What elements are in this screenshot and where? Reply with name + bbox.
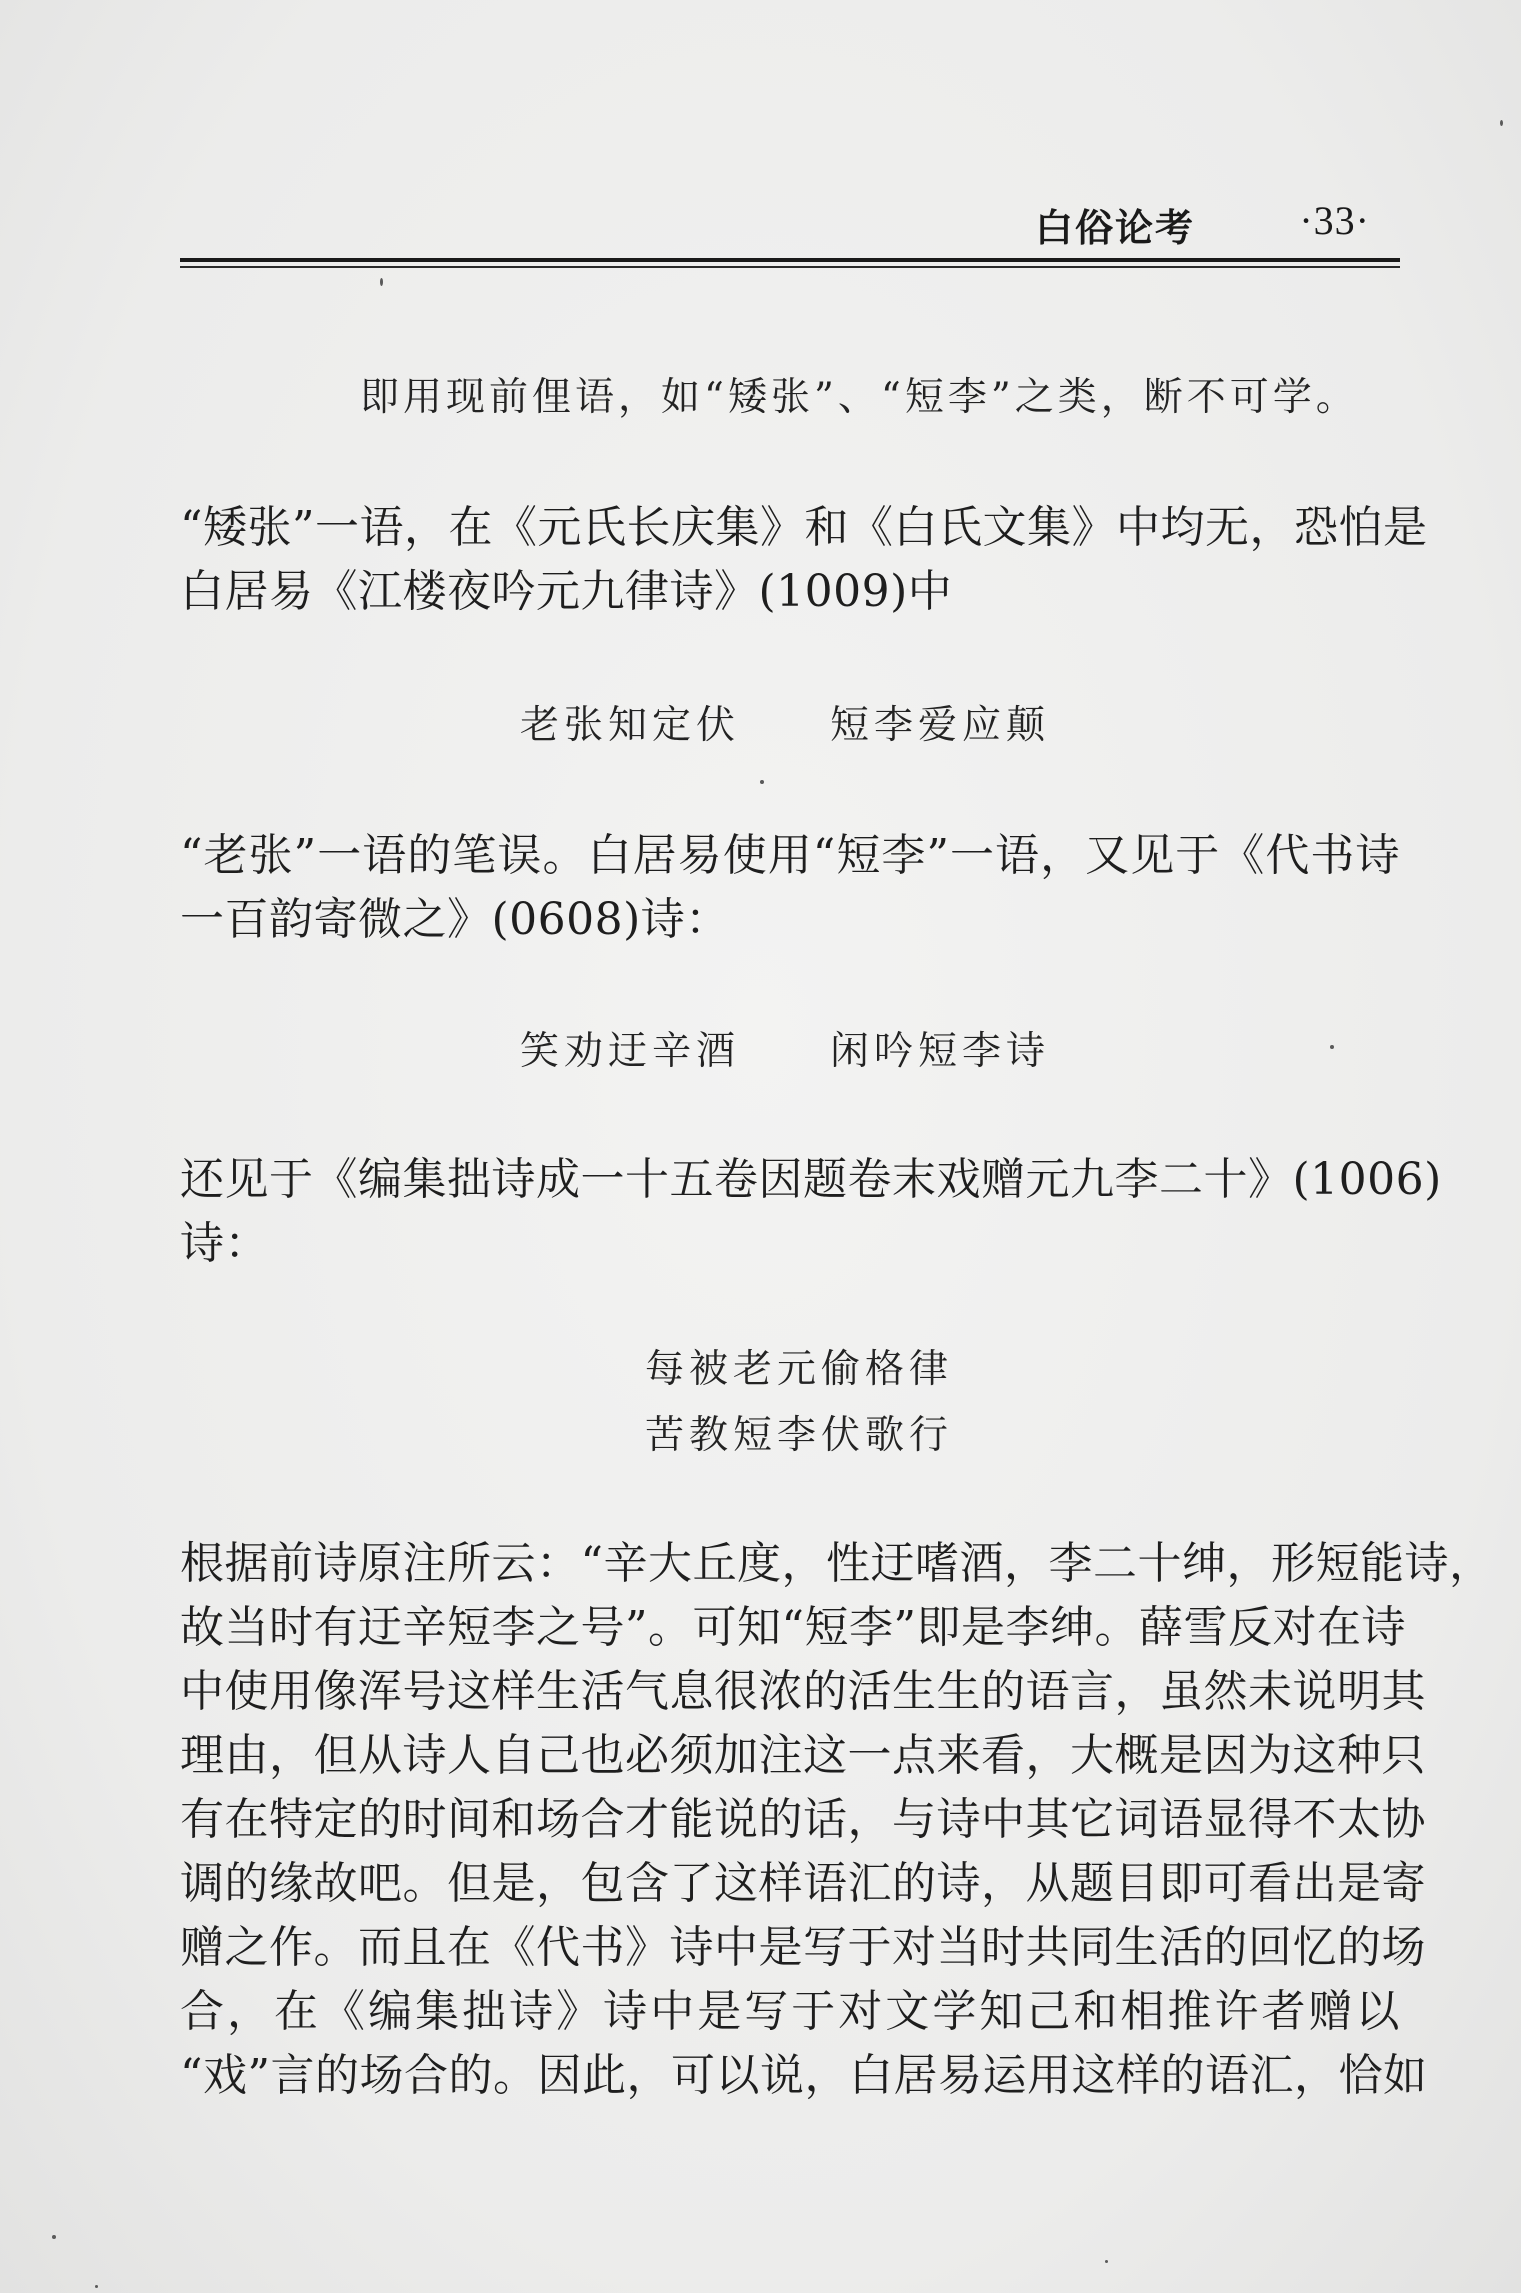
paragraph-line: 故当时有迂辛短李之号”。可知“短李”即是李绅。薛雪反对在诗: [180, 1602, 1406, 1653]
header-rule-thick: [180, 258, 1400, 262]
running-title: 白俗论考: [1034, 206, 1195, 250]
header-rule-thin: [180, 266, 1400, 268]
paragraph-line: “老张”一语的笔误。白居易使用“短李”一语，又见于《代书诗: [180, 830, 1400, 881]
paragraph-line: 白居易《江楼夜吟元九律诗》(1009)中: [180, 566, 953, 617]
paragraph-line: 中使用像浑号这样生活气息很浓的活生生的语言，虽然未说明其: [180, 1666, 1426, 1717]
paragraph-line: 理由，但从诗人自己也必须加注这一点来看，大概是因为这种只: [180, 1730, 1426, 1781]
verse-line-left: 老张知定伏: [520, 703, 741, 748]
paragraph-line: 诗：: [180, 1218, 269, 1269]
paragraph-line: 一百韵寄微之》(0608)诗：: [180, 894, 730, 945]
verse-line: 苦教短李伏歌行: [645, 1413, 954, 1458]
verse-line-right: 闲吟短李诗: [830, 1029, 1051, 1074]
paragraph-line: 还见于《编集拙诗成一十五卷因题卷末戏赠元九李二十》(1006): [180, 1154, 1442, 1205]
running-header: [180, 195, 1400, 255]
paragraph-line: 合，在《编集拙诗》诗中是写于对文学知己和相推许者赠以: [180, 1986, 1400, 2037]
verse-line-left: 笑劝迂辛酒: [520, 1029, 741, 1074]
print-speck: [52, 2235, 56, 2239]
verse-line-right: 短李爱应颠: [830, 703, 1051, 748]
paragraph-line: 根据前诗原注所云：“辛大丘度，性迂嗜酒，李二十绅，形短能诗，: [180, 1538, 1494, 1589]
paragraph-line: 有在特定的时间和场合才能说的话，与诗中其它词语显得不太协: [180, 1794, 1426, 1845]
print-speck: [1105, 2260, 1108, 2263]
print-speck: [760, 780, 764, 784]
print-speck: [1330, 1045, 1334, 1049]
print-speck: [380, 278, 383, 286]
verse-line: 每被老元偷格律: [645, 1347, 954, 1392]
paragraph-line: “戏”言的场合的。因此，可以说，白居易运用这样的语汇，恰如: [180, 2050, 1428, 2101]
paragraph-line: 赠之作。而且在《代书》诗中是写于对当时共同生活的回忆的场: [180, 1922, 1426, 1973]
print-speck: [1500, 120, 1503, 126]
paragraph-line: 调的缘故吧。但是，包含了这样语汇的诗，从题目即可看出是寄: [180, 1858, 1426, 1909]
print-speck: [95, 2285, 98, 2288]
block-quote: 即用现前俚语，如“矮张”、“短李”之类，断不可学。: [360, 375, 1359, 420]
page-number: ·33·: [1299, 198, 1370, 243]
paragraph-line: “矮张”一语，在《元氏长庆集》和《白氏文集》中均无，恐怕是: [180, 502, 1428, 553]
